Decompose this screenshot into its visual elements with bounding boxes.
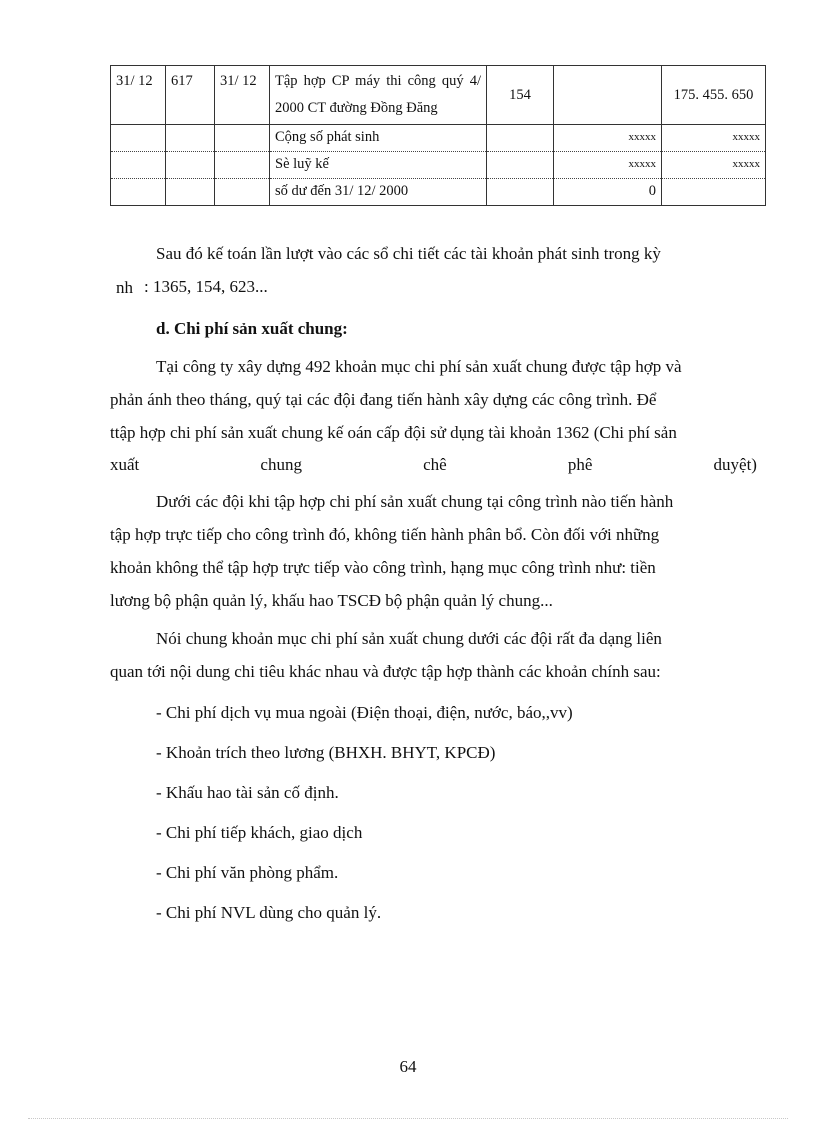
table-cell-debit: xxxxx	[554, 152, 662, 179]
table-cell-debit: 0	[554, 179, 662, 206]
table-row	[111, 66, 766, 125]
table-cell-date: 31/ 12	[111, 66, 166, 125]
paragraph-line: ttập hợp chi phí sản xuất chung kế oán cấp đội sử dụng tài khoản 1362 (Chi phí sản	[110, 423, 677, 442]
list-item: - Chi phí dịch vụ mua ngoài (Điện thoại, điện, nước, báo,,vv)	[156, 703, 573, 722]
table-cell-voucher-date: 31/ 12	[215, 66, 270, 125]
paragraph-line: phản ánh theo tháng, quý tại các đội đang tiến hành xây dựng các công trình. Để	[110, 390, 657, 409]
table-cell-voucher-number	[166, 125, 215, 152]
paragraph-line: tập hợp trực tiếp cho công trình đó, không tiến hành phân bổ. Còn đối với những	[110, 525, 660, 544]
table-cell-date	[111, 152, 166, 179]
table-cell-voucher-number	[166, 179, 215, 206]
paragraph-account-list: : 1365, 154, 623...	[144, 277, 268, 296]
table-cell-description: Cộng số phát sinh	[270, 125, 487, 152]
table-row	[111, 125, 766, 152]
table-cell-description: Tập hợp CP máy thi công quý 4/ 2000 CT đường Đồng Đăng	[270, 66, 487, 125]
table-cell-debit: xxxxx	[554, 125, 662, 152]
table-cell-description: số dư đến 31/ 12/ 2000	[270, 179, 487, 206]
paragraph-line: Nói chung khoản mục chi phí sản xuất chung dưới các đội rất đa dạng liên	[156, 629, 662, 648]
table-cell-account: 154	[487, 66, 554, 125]
list-item: - Khoản trích theo lương (BHXH. BHYT, KPCĐ)	[156, 743, 496, 762]
word: chê	[423, 455, 447, 474]
paragraph-fragment: nh	[116, 278, 133, 297]
paragraph-line: Dưới các đội khi tập hợp chi phí sản xuất chung tại công trình nào tiến hành	[156, 492, 674, 511]
table-cell-credit	[662, 179, 766, 206]
table-cell-voucher-date	[215, 152, 270, 179]
paragraph-line: quan tới nội dung chi tiêu khác nhau và được tập hợp thành các khoản chính sau:	[110, 662, 661, 681]
table-cell-date	[111, 125, 166, 152]
list-item: - Khấu hao tài sản cố định.	[156, 783, 339, 802]
footer-divider	[28, 1118, 788, 1119]
section-heading: d. Chi phí sản xuất chung:	[156, 319, 348, 338]
table-cell-account	[487, 125, 554, 152]
ledger-table	[110, 65, 766, 206]
word: phê	[567, 455, 593, 474]
table-row	[111, 152, 766, 179]
table-cell-credit: xxxxx	[662, 152, 766, 179]
table-cell-account	[487, 152, 554, 179]
list-item: - Chi phí tiếp khách, giao dịch	[156, 823, 363, 842]
table-cell-debit	[554, 66, 662, 125]
table-cell-voucher-date	[215, 125, 270, 152]
list-item: - Chi phí văn phòng phẩm.	[156, 863, 339, 882]
table-cell-credit: 175. 455. 650	[662, 66, 766, 125]
table-cell-account	[487, 179, 554, 206]
paragraph-line: lương bộ phận quản lý, khấu hao TSCĐ bộ phận quản lý chung...	[110, 591, 553, 610]
paragraph-spread-line	[110, 453, 757, 477]
table-cell-voucher-number: 617	[166, 66, 215, 125]
table-cell-date	[111, 179, 166, 206]
paragraph-line: khoản không thể tập hợp trực tiếp vào công trình, hạng mục công trình như: tiền	[110, 558, 656, 577]
word: chung	[260, 455, 302, 474]
table-row	[111, 179, 766, 206]
table-cell-description: Sè luỹ kế	[270, 152, 487, 179]
paragraph-ledger-intro: Sau đó kế toán lần lượt vào các sổ chi tiết các tài khoản phát sinh trong kỳ	[156, 244, 661, 263]
word: xuất	[110, 455, 140, 474]
table-cell-voucher-date	[215, 179, 270, 206]
list-item: - Chi phí NVL dùng cho quản lý.	[156, 903, 382, 922]
paragraph-line: Tại công ty xây dựng 492 khoản mục chi phí sản xuất chung được tập hợp và	[156, 357, 682, 376]
word: duyệt)	[713, 455, 757, 474]
table-cell-credit: xxxxx	[662, 125, 766, 152]
table-cell-voucher-number	[166, 152, 215, 179]
page-number: 64	[399, 1057, 417, 1076]
